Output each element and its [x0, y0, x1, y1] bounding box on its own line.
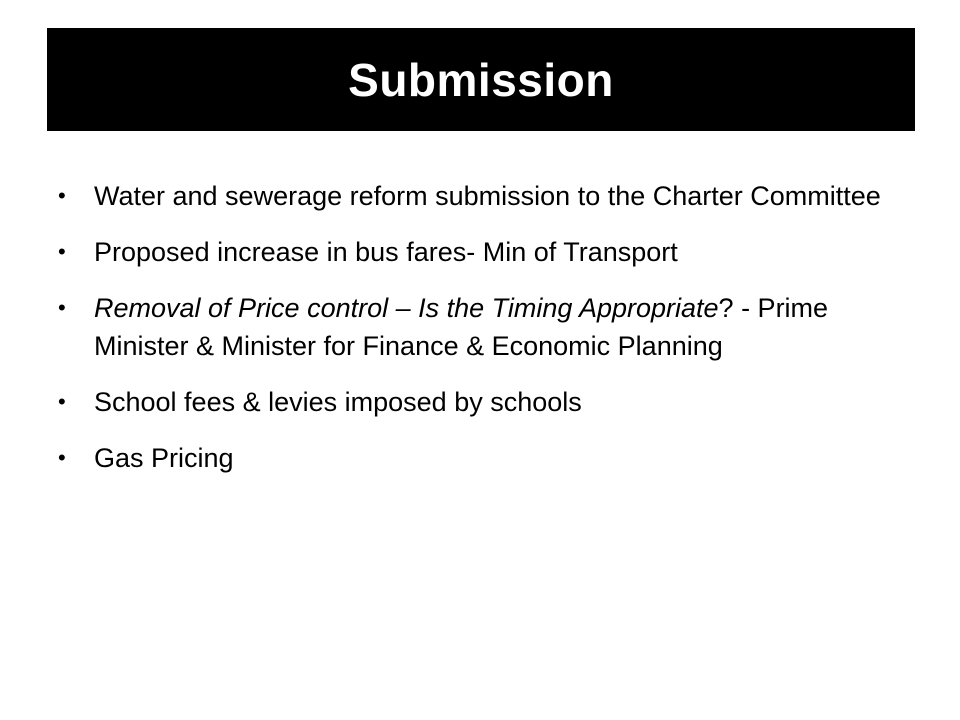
- bullet-item-school-fees: [58, 383, 888, 421]
- bullet-item-price-control: [58, 289, 888, 365]
- bullet-text: Proposed increase in bus fares- Min of Transport: [94, 237, 678, 267]
- slide-title: Submission: [348, 53, 614, 106]
- bullet-text-italic: Removal of Price control – Is the Timing Appropriate: [94, 293, 719, 323]
- bullet-text: Water and sewerage reform submission to the Charter Committee: [94, 181, 881, 211]
- bullet-text: [94, 289, 888, 365]
- bullet-text: School fees & levies imposed by schools: [94, 387, 582, 417]
- bullet-icon: •: [58, 445, 66, 470]
- bullet-text-rest: ? - Prime Minister & Minister for Finance & Economic Planning: [94, 293, 829, 361]
- bullet-list: [58, 177, 888, 495]
- bullet-text: Gas Pricing: [94, 443, 234, 473]
- bullet-icon: •: [58, 183, 66, 208]
- bullet-icon: •: [58, 239, 66, 264]
- bullet-item-gas-pricing: [58, 439, 888, 477]
- bullet-icon: •: [58, 295, 66, 320]
- bullet-item-water-sewerage: [58, 177, 888, 215]
- bullet-item-bus-fares: [58, 233, 888, 271]
- title-bar: [47, 28, 915, 131]
- bullet-icon: •: [58, 389, 66, 414]
